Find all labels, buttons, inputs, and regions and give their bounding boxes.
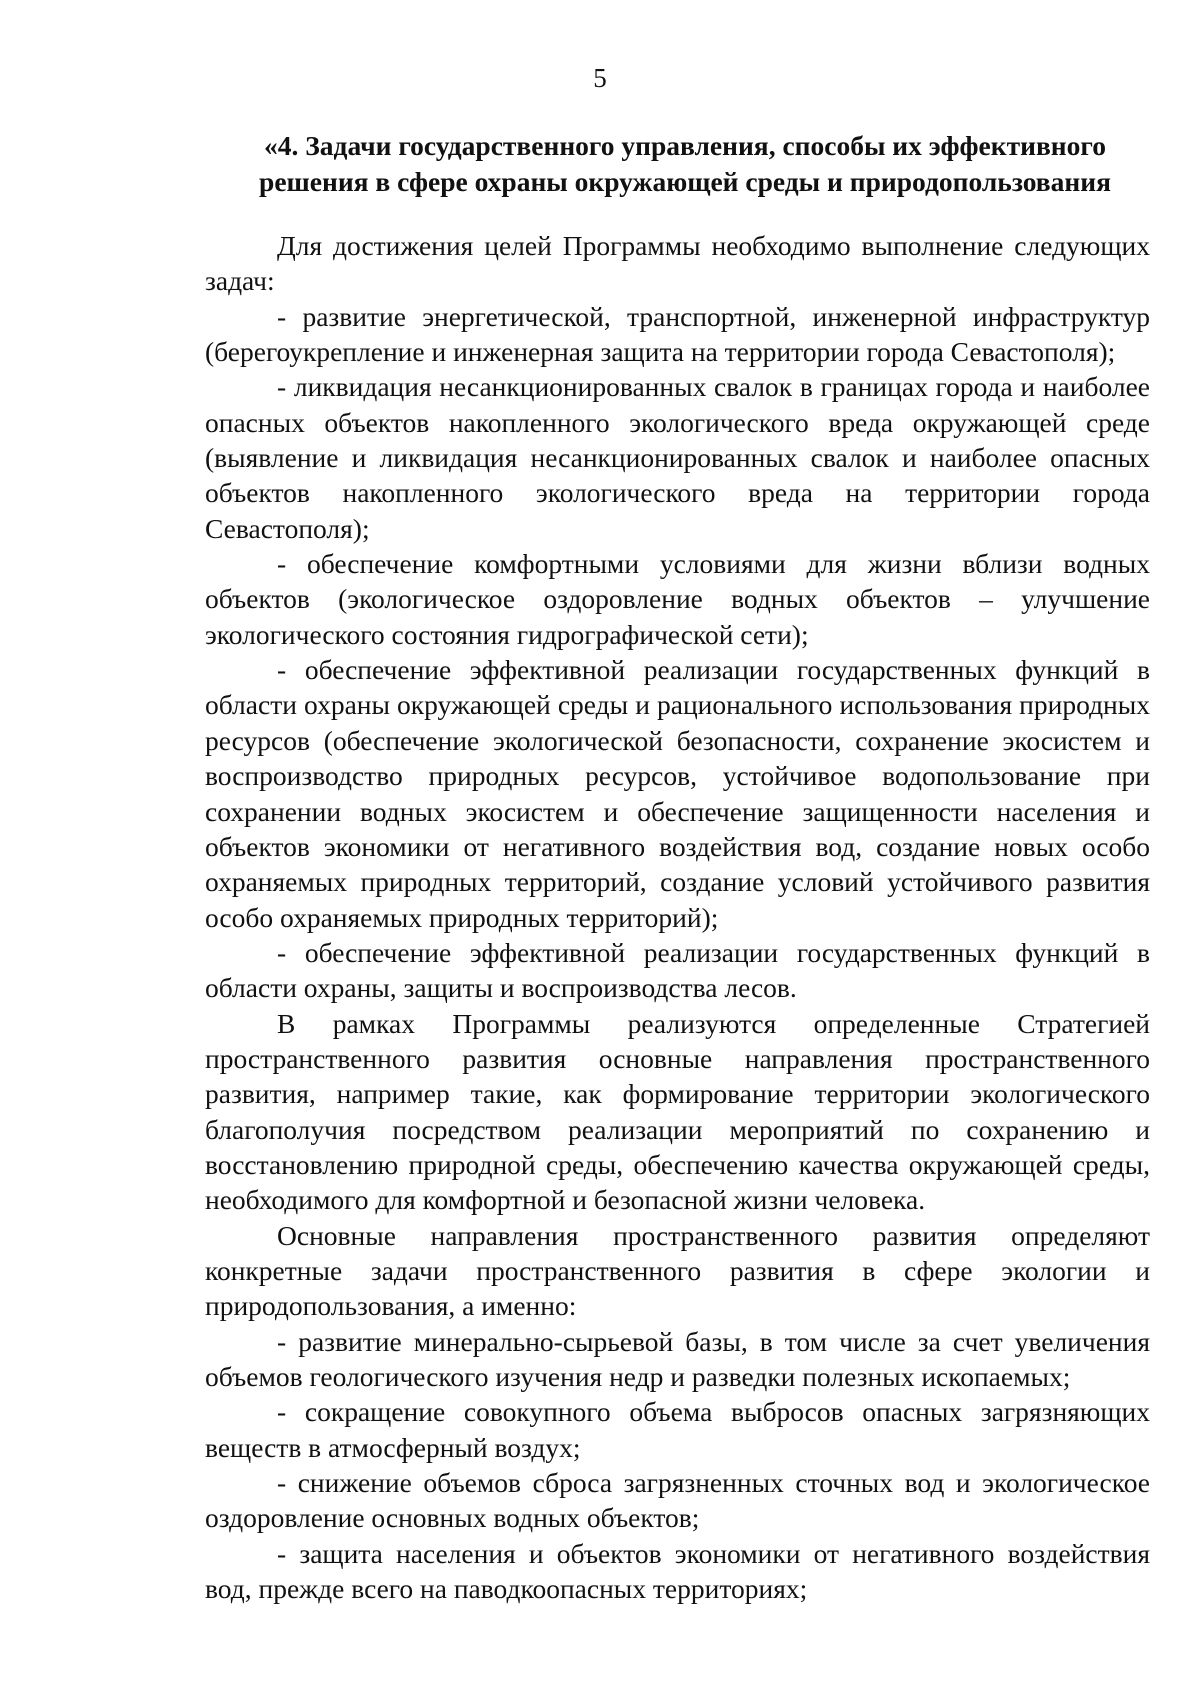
- section-heading: [205, 128, 1165, 200]
- list-item-water-objects: - обеспечение комфортными условиями для жизни вблизи водных объектов (экологическое оздоровление водных объектов – улучшение экологического состояния гидрографической сети);: [205, 548, 1150, 650]
- list-item-flood-protection: - защита населения и объектов экономики от негативного воздействия вод, прежде всего на паводкоопасных территориях;: [205, 1537, 1150, 1605]
- section-heading-line-1: «4. Задачи государственного управления, способы их эффективного: [264, 130, 1106, 161]
- list-item-mineral-base: - развитие минерально-сырьевой базы, в том числе за счет увеличения объемов геологического изучения недр и разведки полезных ископаемых;: [205, 1325, 1150, 1392]
- paragraph-directions: Основные направления пространственного развития определяют конкретные задачи пространственного развития в сфере экологии и природопользования, а именно:: [205, 1219, 1150, 1322]
- list-item-dumps: - ликвидация несанкционированных свалок в границах города и наиболее опасных объектов накопленного экологического вреда окружающей среде (выявление и ликвидация несанкционированных свалок и наиболее опасных объектов накопленного экологического вреда на территории города Севастополя);: [205, 371, 1150, 544]
- document-body: [205, 228, 1150, 1606]
- paragraph-intro: Для достижения целей Программы необходимо выполнение следующих задач:: [205, 230, 1150, 297]
- page-number: 5: [593, 63, 607, 93]
- list-item-infrastructure: - развитие энергетической, транспортной, инженерной инфраструктур (берегоукрепление и инженерная защита на территории города Севастополя);: [205, 300, 1150, 368]
- list-item-state-functions-forests: - обеспечение эффективной реализации государственных функций в области охраны, защиты и воспроизводства лесов.: [205, 936, 1150, 1004]
- list-item-wastewater: - снижение объемов сброса загрязненных сточных вод и экологическое оздоровление основных водных объектов;: [205, 1467, 1150, 1534]
- list-item-emissions: - сокращение совокупного объема выбросов опасных загрязняющих веществ в атмосферный воздух;: [205, 1396, 1150, 1463]
- list-item-state-functions-environment: - обеспечение эффективной реализации государственных функций в области охраны окружающей среды и рационального использования природных ресурсов (обеспечение экологической безопасности, сохранение экосистем и воспроизводство природных ресурсов, устойчивое водопользование при сохранении водных экосистем и обеспечение защищенности населения и объектов экономики от негативного воздействия вод, создание новых особо охраняемых природных территорий, создание условий устойчивого развития особо охраняемых природных территорий);: [205, 654, 1150, 933]
- section-heading-line-2: решения в сфере охраны окружающей среды и природопользования: [259, 166, 1111, 197]
- paragraph-strategy: В рамках Программы реализуются определенные Стратегией пространственного развития основные направления пространственного развития, например такие, как формирование территории экологического благополучия посредством реализации мероприятий по сохранению и восстановлению природной среды, обеспечению качества окружающей среды, необходимого для комфортной и безопасной жизни человека.: [205, 1007, 1150, 1216]
